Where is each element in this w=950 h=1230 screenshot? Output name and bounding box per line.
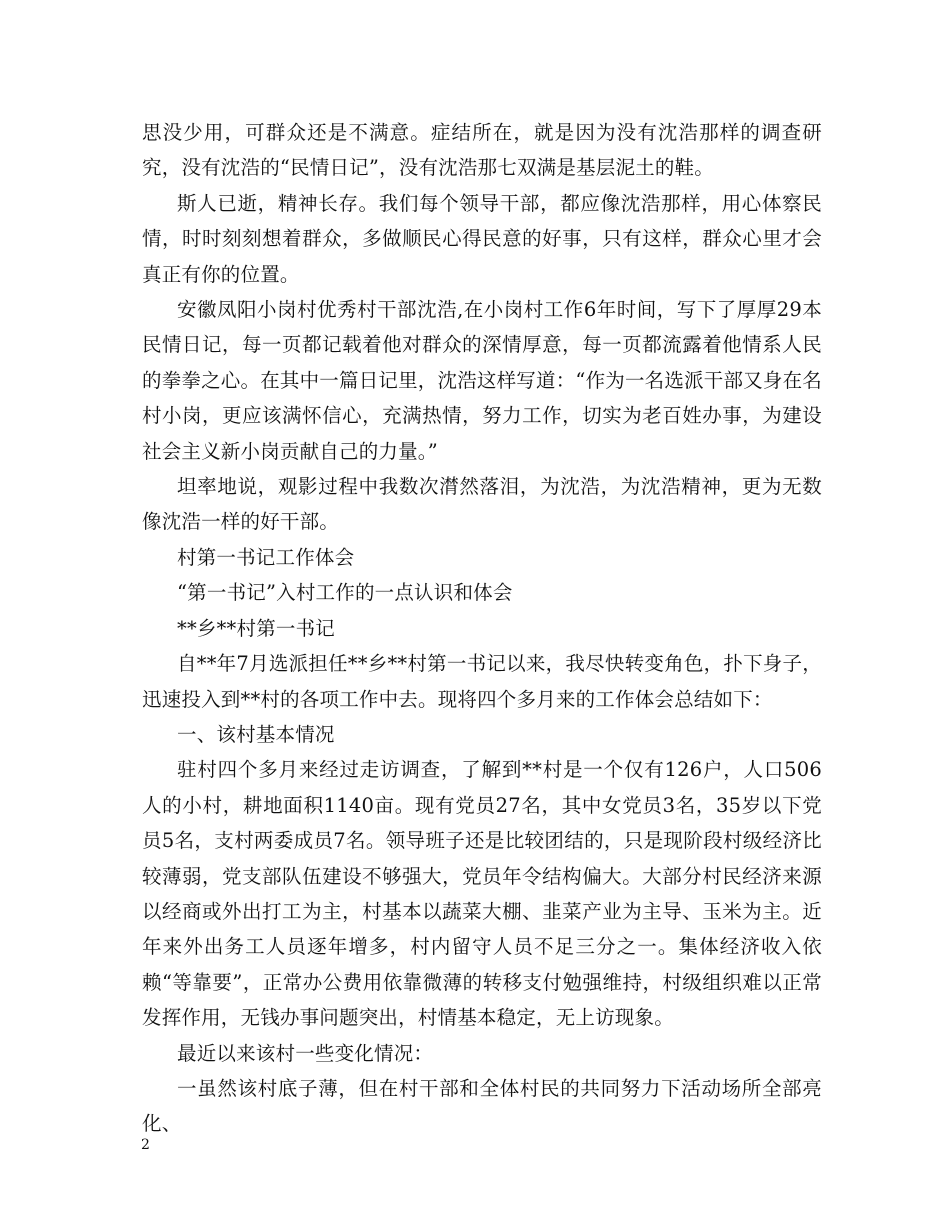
paragraph: 斯人已逝，精神长存。我们每个领导干部，都应像沈浩那样，用心体察民情，时时刻刻想着群众，多做顺民心得民意的好事，只有这样，群众心里才会真正有你的位置。 xyxy=(142,191,822,286)
paragraph: 安徽凤阳小岗村优秀村干部沈浩,在小岗村工作6年时间，写下了厚厚29本民情日记，每一页都记载着他对群众的深情厚意，每一页都流露着他情系人民的拳拳之心。在其中一篇日记里，沈浩这样写道：“作为一名选派干部又身在名村小岗，更应该满怀信心，充满热情，努力工作，切实为老百姓办事，为建设社会主义新小岗贡献自己的力量。” xyxy=(142,298,822,463)
author-line: **乡**村第一书记 xyxy=(177,616,336,640)
paragraph: 坦率地说，观影过程中我数次潸然落泪，为沈浩，为沈浩精神，更为无数像沈浩一样的好干部。 xyxy=(142,475,822,534)
paragraph: 自**年7月选派担任**乡**村第一书记以来，我尽快转变角色，扑下身子，迅速投入到**村的各项工作中去。现将四个多月来的工作体会总结如下： xyxy=(142,652,822,711)
page-number: 2 xyxy=(141,1137,150,1153)
section-heading: 一、该村基本情况 xyxy=(177,722,335,746)
document-body xyxy=(142,115,822,1142)
paragraph: 一虽然该村底子薄，但在村干部和全体村民的共同努力下活动场所全部亮化、 xyxy=(142,1076,822,1136)
paragraph: 驻村四个多月来经过走访调查，了解到**村是一个仅有126户，人口506人的小村，耕地面积1140亩。现有党员27名，其中女党员3名，35岁以下党员5名，支村两委成员7名。领导班子还是比较团结的，只是现阶段村级经济比较薄弱，党支部队伍建设不够强大，党员年令结构偏大。大部分村民经济来源以经商或外出打工为主，村基本以蔬菜大棚、韭菜产业为主导、玉米为主。近年来外出务工人员逐年增多，村内留守人员不足三分之一。集体经济收入依赖“等靠要”，正常办公费用依靠微薄的转移支付勉强维持，村级组织难以正常发挥作用，无钱办事问题突出，村情基本稳定，无上访现象。 xyxy=(142,758,822,1030)
article-title: “第一书记”入村工作的一点认识和体会 xyxy=(177,581,513,605)
paragraph: 思没少用，可群众还是不满意。症结所在，就是因为没有沈浩那样的调查研究，没有沈浩的“民情日记”，没有沈浩那七双满是基层泥土的鞋。 xyxy=(142,121,822,180)
section-heading: 村第一书记工作体会 xyxy=(177,545,355,569)
paragraph: 最近以来该村一些变化情况： xyxy=(177,1041,434,1065)
